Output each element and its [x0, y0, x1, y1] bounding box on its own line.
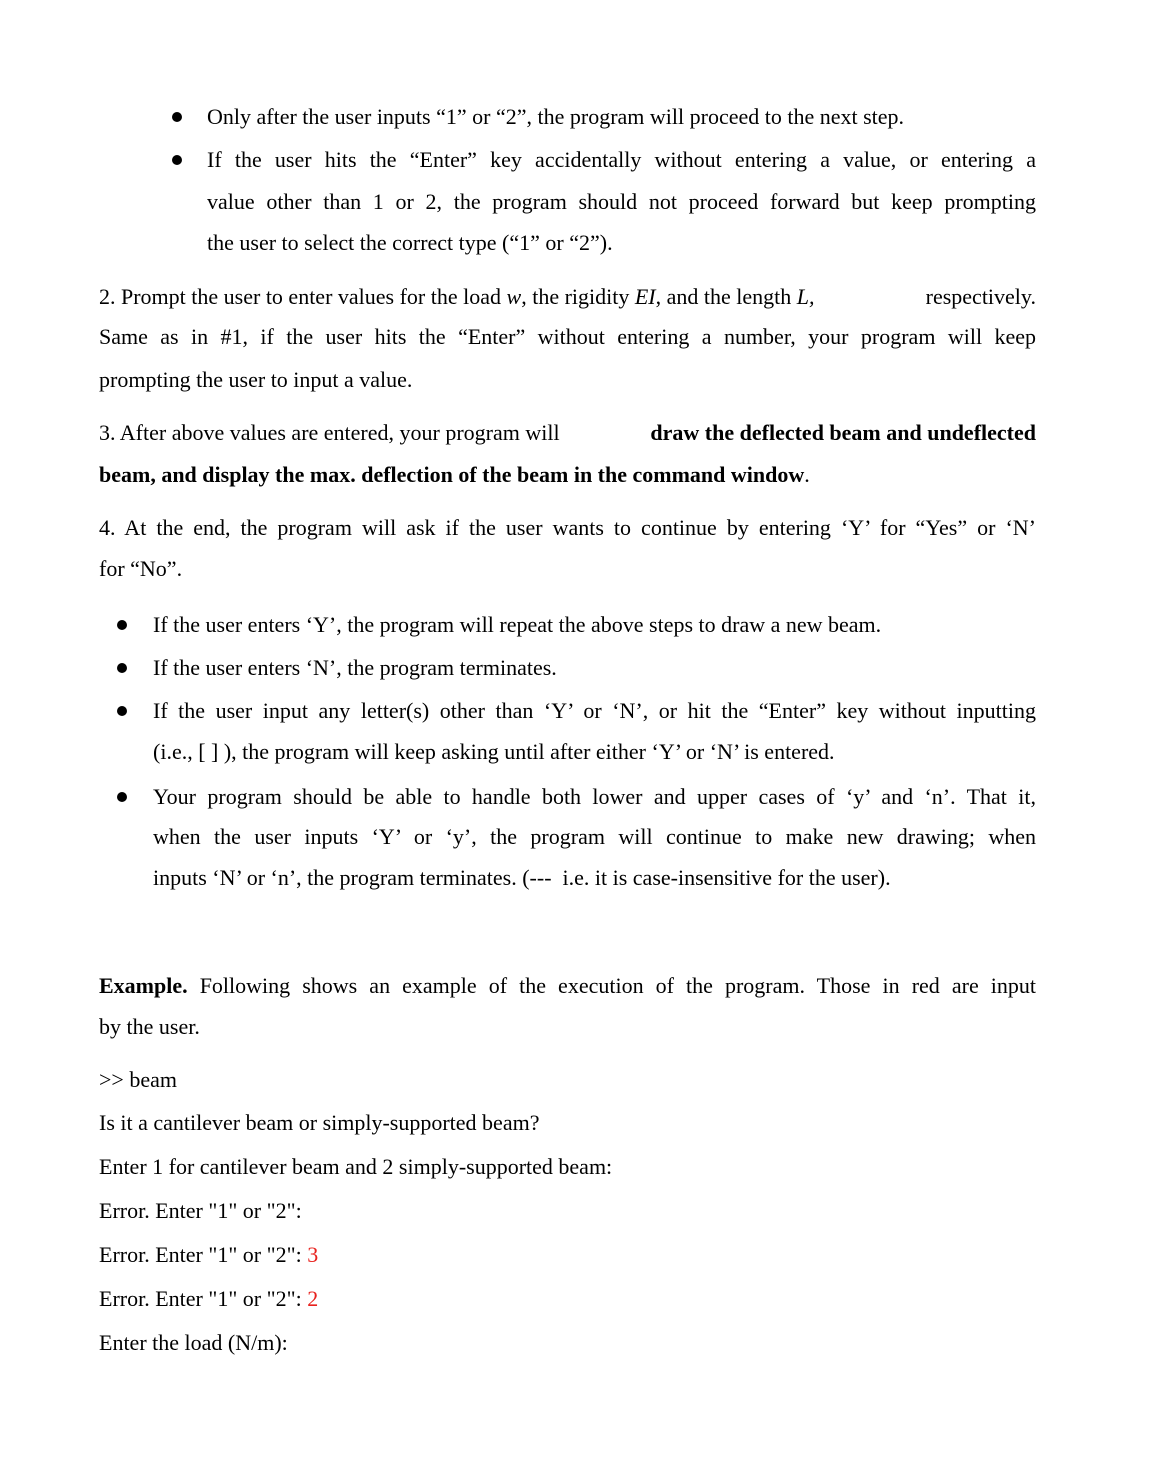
bullet-dot — [172, 155, 182, 165]
console-line: Enter 1 for cantilever beam and 2 simply-supported beam: — [99, 1154, 613, 1179]
example-text: Following shows an example of the execution of the program. Those in red are input — [187, 973, 1036, 998]
step4-bullet-3-line-2: (i.e., [ ] ), the program will keep asking until after either ‘Y’ or ‘N’ is entered. — [153, 739, 835, 764]
console-line: Error. Enter "1" or "2": — [99, 1198, 302, 1223]
example-line-2: by the user. — [99, 1014, 200, 1039]
step4-bullet-4-line-3: inputs ‘N’ or ‘n’, the program terminates. (--- i.e. it is case-insensitive for the user). — [153, 865, 891, 890]
console-line: Enter the load (N/m): — [99, 1330, 288, 1355]
step1-bullet-2-line-2: value other than 1 or 2, the program should not proceed forward but keep prompting — [207, 189, 1036, 214]
step1-bullet-2-line-3: the user to select the correct type (“1” or “2”). — [207, 230, 613, 255]
step4-bullet-2: If the user enters ‘N’, the program terminates. — [153, 655, 557, 680]
step2-line-3: prompting the user to input a value. — [99, 367, 413, 392]
example-label: Example. — [99, 973, 188, 998]
bullet-dot — [117, 663, 127, 673]
step2-line-2: Same as in #1, if the user hits the “Enter” without entering a number, your program will keep — [99, 324, 1036, 349]
step2-line-1 — [99, 284, 1036, 310]
step2-line1-end: respectively. — [925, 284, 1036, 309]
step4-line-2: for “No”. — [99, 556, 183, 581]
console-line: Error. Enter "1" or "2": 2 — [99, 1286, 319, 1311]
step2-line1-text: 2. Prompt the user to enter values for the load w, the rigidity EI, and the length L, — [99, 284, 815, 309]
step1-bullet-1: Only after the user inputs “1” or “2”, the program will proceed to the next step. — [207, 104, 905, 129]
bullet-dot — [117, 706, 127, 716]
step3-line2-bold: beam, and display the max. deflection of the beam in the command window — [99, 462, 805, 487]
console-line: Error. Enter "1" or "2": 3 — [99, 1242, 319, 1267]
step1-bullet-2-line-1: If the user hits the “Enter” key accidentally without entering a value, or entering a — [207, 147, 1036, 172]
step4-bullet-4-line-2: when the user inputs ‘Y’ or ‘y’, the program will continue to make new drawing; when — [153, 824, 1036, 849]
bullet-dot — [172, 112, 182, 122]
bullet-dot — [117, 792, 127, 802]
console-line: Is it a cantilever beam or simply-supported beam? — [99, 1110, 540, 1135]
console-line: >> beam — [99, 1067, 177, 1092]
step4-bullet-1: If the user enters ‘Y’, the program will repeat the above steps to draw a new beam. — [153, 612, 882, 637]
step4-bullet-4-line-1: Your program should be able to handle both lower and upper cases of ‘y’ and ‘n’. That it, — [153, 784, 1036, 809]
example-line-1 — [99, 973, 1036, 999]
step3-line-2: beam, and display the max. deflection of the beam in the command window. — [99, 462, 810, 487]
bullet-dot — [117, 620, 127, 630]
step4-bullet-3-line-1: If the user input any letter(s) other than ‘Y’ or ‘N’, or hit the “Enter” key without inputting — [153, 698, 1036, 723]
step4-line-1: 4. At the end, the program will ask if the user wants to continue by entering ‘Y’ for “Yes” or ‘N’ — [99, 515, 1036, 540]
user-input: 3 — [307, 1242, 319, 1267]
step3-line1-bold: draw the deflected beam and undeflected — [650, 420, 1036, 445]
step3-line1-text: 3. After above values are entered, your program will — [99, 420, 566, 445]
user-input: 2 — [307, 1286, 319, 1311]
step3-line-1 — [99, 420, 1036, 446]
